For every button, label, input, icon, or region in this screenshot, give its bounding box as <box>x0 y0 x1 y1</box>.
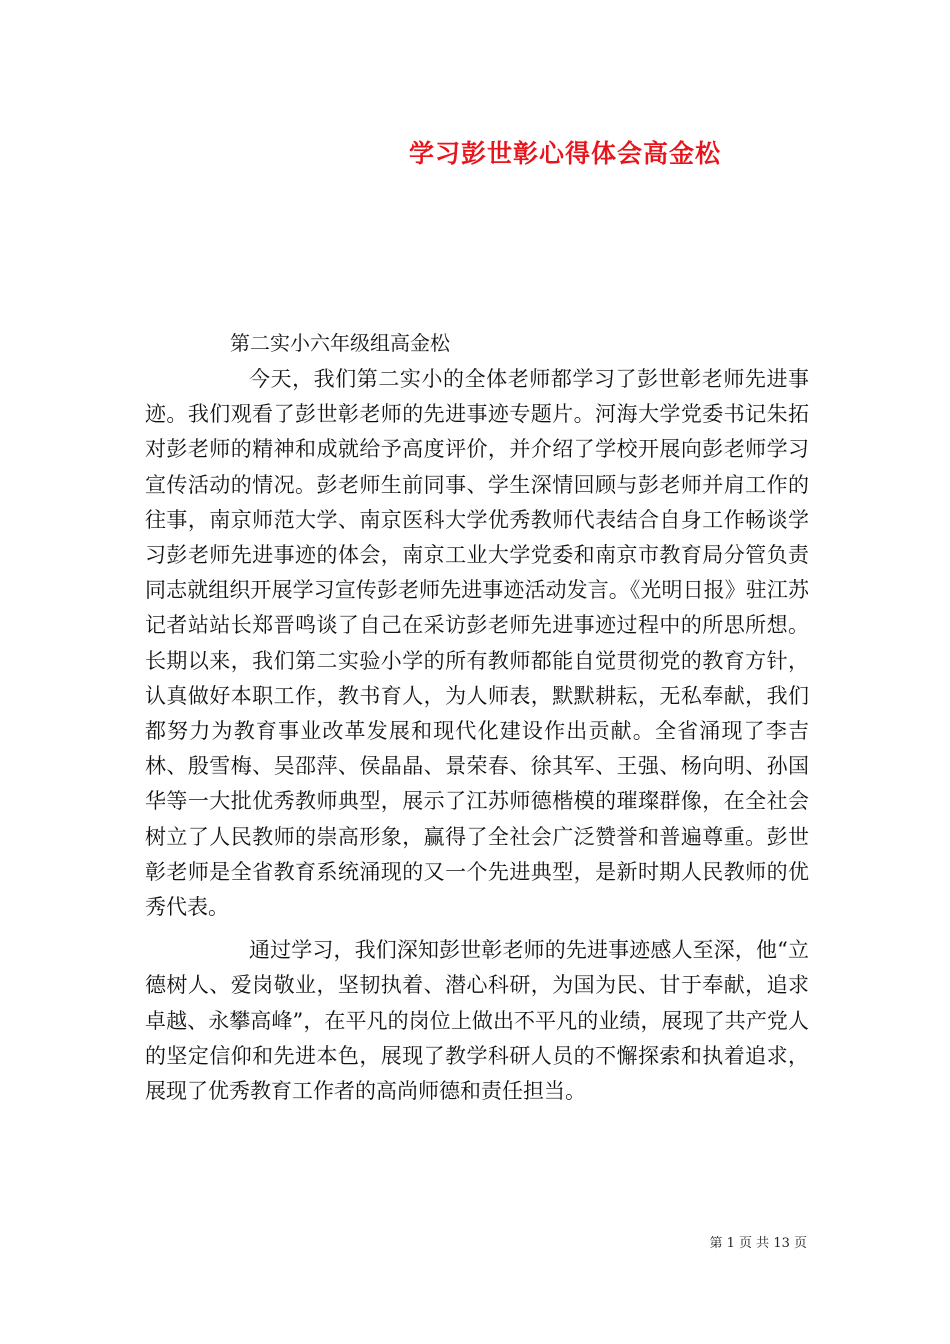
body-paragraph: 通过学习，我们深知彭世彰老师的先进事迹感人至深，他“立德树人、爱岗敬业，坚韧执着、潜心科研，为国为民、甘于奉献，追求卓越、永攀高峰”，在平凡的岗位上做出不平凡的业绩，展现了共产党人的坚定信仰和先进本色，展现了教学科研人员的不懈探索和执着追求，展现了优秀教育工作者的高尚师德和责任担当。 <box>145 938 809 1104</box>
page-number-footer: 第 1 页 共 13 页 <box>709 1236 807 1251</box>
body-paragraph: 今天，我们第二实小的全体老师都学习了彭世彰老师先进事迹。我们观看了彭世彰老师的先进事迹专题片。河海大学党委书记朱拓对彭老师的精神和成就给予高度评价，并介绍了学校开展向彭老师学习宣传活动的情况。彭老师生前同事、学生深情回顾与彭老师并肩工作的往事，南京师范大学、南京医科大学优秀教师代表结合自身工作畅谈学习彭老师先进事迹的体会，南京工业大学党委和南京市教育局分管负责同志就组织开展学习宣传彭老师先进事迹活动发言。《光明日报》驻江苏记者站站长郑晋鸣谈了自己在采访彭老师先进事迹过程中的所思所想。长期以来，我们第二实验小学的所有教师都能自觉贯彻党的教育方针，认真做好本职工作，教书育人，为人师表，默默耕耘，无私奉献，我们都努力为教育事业改革发展和现代化建设作出贡献。全省涌现了李吉林、殷雪梅、吴邵萍、侯晶晶、景荣春、徐其军、王强、杨向明、孙国华等一大批优秀教师典型，展示了江苏师德楷模的璀璨群像，在全社会树立了人民教师的崇高形象，赢得了全社会广泛赞誉和普遍尊重。彭世彰老师是全省教育系统涌现的又一个先进典型，是新时期人民教师的优秀代表。 <box>145 367 809 920</box>
document-body <box>145 362 809 1109</box>
author-byline: 第二实小六年级组高金松 <box>230 331 450 355</box>
document-title: 学习彭世彰心得体会高金松 <box>408 139 721 168</box>
